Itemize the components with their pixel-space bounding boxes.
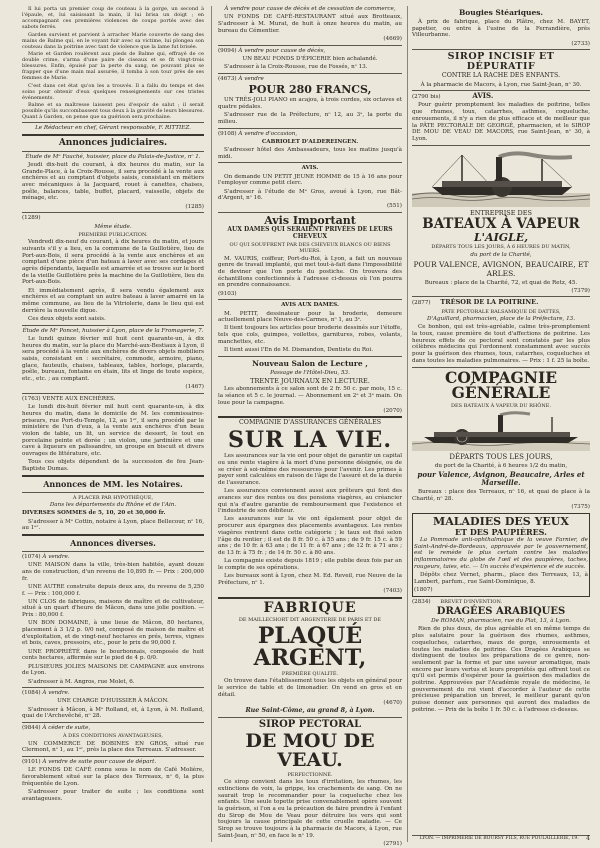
vente-title: VENTE AUX ENCHÈRES.: [42, 396, 116, 402]
notice-subtitle: À vendre: [238, 75, 264, 82]
notice-text: Rien de plus doux, de plus agréable et en même temps de plus salutaire pour la guérison des rhumes, asthmes, coqueluches, catarrhes, maux de gorge, enrouements et toutes les maladies de poitrine. Ces Dragées Arabiques se distinguent de toutes les préparations de ce genre, non-seulement par la forme et par une saveur aromatique, mais encore par leurs vertus et leurs propriétés qui offrent tout ce qu'il est permis d'espérer pour la guérison des maladies de poitrine. Approuvées par l'Académie royale de médecine, le gouvernement du roi vient d'accorder à l'auteur de cette précieuse préparation un brevet, le meilleur garant qu'on puisse donner aux personnes qui auront des maladies de poitrine. — Prix de la boîte 1 fr. 50 c. à l'adresse ci-dessus.: [412, 626, 590, 713]
notice-text: On trouve dans l'établissement tous les objets en général pour le service de table et de limonadier. On vend en gros et en détail.: [218, 678, 402, 698]
notice-subtitle: À vendre.: [42, 690, 70, 697]
notice-text: UN FONDS DE CAFÉ-RESTAURANT situé aux Brotteaux, S'adresser à M. Murat, de huit à onze heures du matin, au bureau du Cémentier.: [218, 14, 402, 34]
notice-number: (2877): [412, 300, 431, 307]
column-rule: [211, 6, 212, 842]
bougies-heading: Bougies Stéariques.: [458, 8, 544, 17]
publication-label: PREMIÈRE PUBLICATION.: [78, 231, 148, 238]
newspaper-page: [22, 6, 590, 848]
dragees-heading: DRAGÉES ARABIQUES: [436, 606, 566, 618]
notice-number: (1763): [22, 396, 41, 402]
notice-number: (7379): [571, 287, 590, 294]
notice-title: CABRIOLET D'ALDEREINGEN.: [261, 138, 359, 145]
article-text: Marie et Garden roulèrent aux pieds de Balme qui, effrayé de ce double crime, s'arma d'une paire de ciseaux et se fit vingt-trois blessures. Enfin, épuisé par la perte du sang, ne pouvant plus se frapper que d'une main mal assurée, il tomba à son tour près de ses femmes de Marie.: [22, 51, 204, 81]
notice-subtitle: À vendre pour cause de décès,: [238, 47, 326, 54]
notice-title: UN BEAU FONDS D'ÉPICERIE bien achalandé.: [242, 55, 378, 62]
notice-text: Bureaux : place de la Charité, 72, et quai de Retz, 45.: [424, 279, 578, 286]
plaque-argent-heading: PLAQUÉ ARGENT,: [253, 622, 367, 671]
steamboat-engraving: [412, 149, 590, 207]
notice-number: (1285): [185, 203, 204, 210]
divider: [218, 162, 402, 163]
notice-text: À la pharmacie de Macors, à Lyon, rue Saint-Jean, nᵒ 30.: [420, 81, 582, 88]
notice-number: (9844): [22, 725, 41, 732]
notice-text: S'adresser à l'étude de Mᵉ Gros, avoué à Lyon, rue Bât-d'Argent, nᵒ 16.: [218, 188, 402, 202]
vente-line: [412, 299, 590, 307]
etude-title: Même étude.: [94, 223, 132, 230]
notice-number: (4670): [383, 699, 402, 706]
imprint-line: [412, 835, 590, 842]
notice-subtitle: Dans les départements du Rhône et de l'Ain.: [49, 502, 177, 509]
avis-important-heading: Avis Important: [264, 214, 356, 228]
notice-number: (9103): [218, 290, 237, 297]
notice-subtitle: À céder de suite,: [42, 725, 91, 732]
notice-text: S'adresser à M. Angros, rue Molet, 6.: [28, 678, 135, 685]
maladies-heading: MALADIES DES YEUX: [433, 514, 569, 528]
notice-number: (1807): [414, 586, 433, 593]
notice-text: S'adresser à Mᵉ Cottin, notaire à Lyon, place Bellecour, nᵒ 16, au 1ᵉʳ.: [22, 518, 204, 532]
paddle-steamer-engraving: [412, 411, 590, 451]
address-line: Rue Saint-Côme, au grand 8, à Lyon.: [245, 707, 375, 715]
destinations: pour Valence, Avignon, Beaucaire, Arles et Marseille.: [417, 469, 585, 488]
notice-text: S'adresser rue de la Préfecture, nᵒ 12, au 3ᵉ, la porte du milieu.: [218, 112, 402, 125]
notice-subtitle: DÉPARTS TOUS LES JOURS, À 6 HEURES DU MATIN,: [431, 244, 571, 251]
notice-text: DIVERSES SOMMES de 5, 10, 20 et 30,000 fr.: [22, 510, 166, 517]
redacteur-line: Le Rédacteur en chef, Gérant responsable, F. RITTIEZ.: [35, 125, 191, 131]
divider: [412, 90, 590, 91]
notice-subtitle: DE MAILLECHORT DIT ARGENTERIE DE PARIS ET DE: [238, 616, 382, 623]
notice-text: M. VAURIS, coiffeur, Port-du-Roi, à Lyon, a fait un nouveau genre de travail implanté, qui met tout-à-fait dans l'impossibilité de deviner que l'on porte du postiche. On trouvera des échantillons confectionnés à l'adresse ci-dessus où l'on pourra en prendre connaissance.: [218, 255, 402, 289]
notice-text: Les assurances sur la vie ont également pour objet de procurer aux épargnes des placements avantageux. Les rentes viagères rentrent dans cette catégorie ; le taux est fixé selon l'âge du rentier ; il est de 8 fr. 50 c. à 55 ans ; de 9 fr. 15 c. à 59 ans ; de 10 fr. à 63 ans ; de 11 fr. à 67 ans ; de 12 fr. à 71 ans ; de 13 fr. à 75 fr. ; de 14 fr. 50 c. à 80 ans.: [218, 516, 402, 556]
notice-text: À prix de fabrique, place du Plâtre, chez M. BAYET, papetier, ou entre à l'usine de la Ferrandière, près Villeurbanne.: [412, 19, 590, 39]
notice-text: Les assurances sur la vie ont pour objet de garantir un capital ou une rente viagère à la mort d'une personne désignée, ou de se créer à soi-même des ressources pour l'avenir. Les primes à payer sont calculées en raison de l'âge de l'assuré et de la durée de l'assurance.: [218, 453, 402, 486]
vente-line: [218, 131, 402, 138]
divider: [22, 134, 204, 136]
column-3: [412, 6, 590, 844]
divider: [22, 475, 204, 477]
lecture-heading: Nouveau Salon de Lecture ,: [252, 358, 368, 368]
notice-title: UNE CHARGE D'HUISSIER À MÂCON.: [57, 698, 169, 705]
column-rule: [407, 6, 408, 842]
notice-text: UN BON DOMAINE, à une lieue de Mâcon, 80 hectares, placement à 3 1/2 p. 0/0 net, composé de maison de maître et d'exploitation, et de vingt-neuf hectares en prés, terres, vignes et bois, caves, pressoirs, etc., pour le prix de 90,000 f.: [22, 620, 204, 647]
notice-title: AVIS AUX DAMES.: [281, 302, 339, 309]
vente-heading: [22, 396, 204, 403]
notice-text: UN COMMERCE DE BOBINES EN GROS, situé rue Clermont, nᵒ 1, au 1ᵉʳ, près la place des Terreaux. S'adresser.: [22, 740, 204, 754]
notice-text: UN CLOS de fabriques, maisons de maître et de cultivateur, situé à un quart d'heure de Mâcon, dans une jolie position. — Prix : 80,000 f.: [22, 598, 204, 619]
notice-text: S'adresser hôtel des Ambassadeurs, tous les matins jusqu'à midi.: [218, 147, 402, 160]
notice-subtitle: À vendre de suite pour cause de départ.: [42, 759, 157, 766]
notice-number: (7375): [571, 504, 590, 511]
notice-number: (551): [386, 203, 402, 210]
notice-number: (2070): [383, 407, 402, 414]
divider: [412, 49, 590, 50]
notice-subtitle: À vendre.: [42, 554, 70, 561]
divider: [218, 299, 402, 300]
article-text: Il lui porta un premier coup de couteau à la gorge, un second à l'épaule, et, lui saisissant la main, il lui brisa un doigt ; en accompagnant ces premières violences de coups portés avec des sabots ferrés.: [22, 6, 204, 30]
notice-text: S'adresser pour traiter de suite ; les conditions sont avantageuses.: [22, 788, 204, 802]
divider: [218, 212, 402, 213]
brevet-label: BREVET D'INVENTION.: [440, 599, 503, 606]
notice-text: UNE AUTRE construite depuis deux ans, du revenu de 5,250 f. — Prix : 100,000 f.: [22, 583, 204, 597]
divider: [22, 393, 204, 394]
divider: [218, 73, 402, 74]
notice-text: Il tient aussi l'En de M. Dismandon, Dentiste du Roi.: [224, 347, 373, 354]
notice-text: Ce bonbon, qui est très-agréable, calme très-promptement la toux, cause première de tout d'affections de poitrine. Les heureux effets de ce pectoral sont constatés par les plus célèbres médecins qui l'ordonnent constamment avec succès pour la guérison des rhumes, toux, catarrhes, coqueluches et dans toutes les maladies pulmonaires. — Prix : 1 f. 25 la boîte.: [412, 324, 590, 364]
notice-text: On demande UN PETIT JEUNE HOMME de 15 à 16 ans pour l'employer comme petit clerc.: [218, 173, 402, 187]
notice-text: PLUSIEURS JOLIES MAISONS DE CAMPAGNE aux environs de Lyon.: [22, 663, 204, 677]
divider: [22, 325, 204, 326]
notice-number: (2790 bis): [412, 94, 441, 101]
notice-text: Tous ces objets dépendent de la succession de feu Jean-Baptiste Dumas.: [22, 459, 204, 473]
notice-text: Pour guérir promptement les maladies de poitrine, telles que rhumes, toux, catarrhes, asthmes, coqueluche, enrouements, il n'y a rien de plus efficace et de meilleur que la PÂTE PECTORALE DE GEORGÉ, pharmacien, et le SIROP DE MOU DE VEAU DE MACORS, rue Saint-Jean, nᵒ 30, à Lyon.: [412, 102, 590, 142]
fabrique-heading: FABRIQUE: [263, 599, 357, 616]
notice-text: Le lundi dix-huit février mil huit cent quarante-un, à dix heures du matin, dans le domicile de M. les commissaires-priseurs, rue Port-du-Temple, 12, au 1ᵉʳ, il sera procédé par le ministère de l'un d'eux, à la vente aux enchères d'un beau violon de table, un lit, un service de dessert, le tout en porcelaine peinte et dorée ; un violon, une jardinière et une cave à liqueurs en palissandre, un groupe en biscuit et divers ouvrages de littérature, etc.: [22, 404, 204, 458]
etude-title: Étude de Mᵉ Fauché, huissier, place du Palais-de-Justice, nᵒ 1.: [25, 153, 201, 160]
notice-text: Il tient toujours les articles pour broderie dessinés sur l'étoffe, tels que cols, guimpes, voilettes, garnitures, robes, volants, manchettes, etc.: [218, 325, 402, 345]
notice-text: Ces deux objets sont saisis.: [28, 315, 106, 322]
divider: [218, 128, 402, 129]
article-text: Balme et sa maîtresse laissent peu d'espoir de salut ; il serait possible qu'ils succombassent tous deux à la gravité de leurs blessures. Quant à Garden, on pense que sa guérison sera prochaine.: [22, 102, 204, 120]
notice-text: Jeudi dix-huit du courant, à dix heures du matin, sur la Grande-Place, à la Croix-Rousse, il sera procédé à la vente aux enchères et au comptant d'objets saisis, consistant en métiers avec mécaniques à la Jacquard, rouet à canettes, chaises, poêle, balances, table, buffet, placard, vaisselle, objets de ménage, etc.: [22, 161, 204, 202]
notice-text: LE FONDS DE CAFÉ connu sous le nom de Café Molière, favorablement situé sur la place des Terreaux, nᵒ 6, la plus fréquentée de Lyon.: [22, 767, 204, 787]
notice-number: (1084): [22, 690, 41, 697]
vente-line: [22, 759, 204, 766]
vente-line: [412, 599, 590, 606]
notice-subtitle: PÂTE PECTORALE BALSAMIQUE DE DATTES,: [441, 308, 561, 315]
paddle-steamer-icon: [412, 411, 590, 451]
sirop-incisif-heading: SIROP INCISIF ET DÉPURATIF: [447, 51, 555, 72]
section-heading-judiciaires: Annonces judiciaires.: [58, 137, 168, 148]
notice-text: Les bureaux sont à Lyon, chez M. Ed. Reveil, rue Neuve de la Préfecture, nᵒ 1.: [218, 573, 402, 586]
notice-number: (4669): [383, 35, 402, 42]
notice-number: (9094): [218, 47, 237, 54]
vente-line: [22, 725, 204, 732]
notice-text: UNE MAISON dans la ville, très-bien habitée, ayant douze ans de construction, d'un revenu de 10,895 fr. — Prix : 200,000 fr.: [22, 562, 204, 582]
vente-line: [218, 76, 402, 83]
notice-subtitle: PERFECTIONNÉ.: [287, 771, 333, 778]
divider: [218, 597, 402, 599]
notice-subtitle: À DES CONDITIONS AVANTAGEUSES,: [62, 733, 164, 740]
steamboat-icon: [412, 149, 590, 207]
article-text: C'est dans cet état qu'on les a trouvés. Il a fallu du temps et des soins pour obtenir d'eux quelques renseignements sur ces tristes événements.: [22, 82, 204, 101]
vente-line: [22, 690, 204, 697]
page-number: 4: [586, 835, 590, 842]
imprimerie-text: LYON. — IMPRIMERIE DE BOURSY FILS, RUE POULAILLERIE, 19.: [419, 836, 579, 841]
notice-text: du port de la Charité, à 6 heures 1/2 du matin,: [434, 462, 568, 469]
notice-text: S'adresser à Mâcon, à Mᵉ Rolland, et, à Lyon, à M. Rolland, quai de l'Archevêché, nᵒ 28.: [22, 706, 204, 720]
notice-subtitle: CONTRE LA RACHE DES ENFANTS.: [441, 72, 561, 80]
mou-de-veau-heading: DE MOU DE VEAU.: [245, 729, 375, 771]
notice-subtitle: À vendre pour cause de décès et de cessation de commerce,: [224, 6, 396, 12]
notice-number: (1467): [185, 384, 204, 391]
bateaux-heading: BATEAUX À VAPEUR: [422, 215, 580, 232]
notice-title: AUX DAMES QUI SERAIENT PRIVÉES DE LEURS CHEVEUX: [227, 226, 393, 240]
notice-subtitle: OU QUI SOUFFRENT PAR DES CHEVEUX BLANCS OU BIENS MUERS.: [229, 242, 391, 255]
notice-number: (7403): [383, 588, 402, 594]
notice-text: Bureaux : place des Terreaux, nᵒ 16, et quai de place à la Charité, nᵒ 28.: [412, 489, 590, 502]
avis-heading: AVIS.: [472, 91, 494, 101]
notice-text: Et immédiatement après, il sera vendu également aux enchères et au comptant un autre bateau à laver amarré en la même commune, au lieu de la Vitriolerie, dans le lieu qui est derrière la nouvelle digue.: [22, 287, 204, 314]
compagnie-generale-heading: COMPAGNIE GÉNÉRALE: [444, 367, 558, 403]
etude-title: Étude de Mᵉ Poncet, huissier à Lyon, place de la Fromagerie, 7.: [22, 327, 204, 334]
notice-title: TRENTE JOURNAUX EN LECTURE.: [250, 376, 370, 385]
divider: [22, 551, 204, 552]
notice-text: La compagnie existe depuis 1819 ; elle publie deux fois par an le compte de ses opérations.: [218, 558, 402, 571]
section-heading-notaires: Annonces de MM. les Notaires.: [43, 478, 183, 489]
divider: [218, 45, 402, 46]
notice-text: La Pommade anti-ophthalmique de la veuve Farnier, de Saint-André-de-Bordeaux, approuvée par le gouvernement, est le remède le plus certain contre les maladies inflammatoires du globe de l'œil et des paupières, taches, rougeurs, taies, etc. — Un succès d'expérience et de succès.: [414, 536, 588, 570]
divider: [22, 122, 204, 123]
divider: [412, 145, 590, 146]
notice-text: UN TRÈS-JOLI PIANO en acajou, à trois cordes, six octaves et quatre pédales.: [218, 97, 402, 111]
notice-number: (1074): [22, 554, 41, 561]
divider: [218, 717, 402, 718]
notice-subtitle: DES BATEAUX À VAPEUR DU RHÔNE.: [451, 402, 551, 409]
notice-subtitle: D'Aguillard, pharmacien, place de la Préfecture, 13.: [426, 316, 576, 323]
notice-text: S'adresser à la Croix-Rousse, rue de Fossés, nᵒ 13.: [224, 63, 368, 70]
notice-text: Les abonnements à ce salon sont de 2 fr. 50 c. par mois, 15 c. la séance et 5 c. le journal. — Abonnement en 2ᵉ et 3ᵉ main. On loue pour la campagne.: [218, 386, 402, 406]
departs-heading: DÉPARTS TOUS LES JOURS,: [449, 452, 553, 461]
price-heading: POUR 280 FRANCS,: [248, 83, 372, 97]
notice-number: (4673): [218, 75, 237, 82]
notice-number: (2791): [383, 841, 402, 848]
notice-text: Ce sirop convient dans les toux d'irritation, les rhumes, les extinctions de voix, la grippe, les crachements de sang. On ne saurait trop le recommander pour la coqueluche chez les enfants. Une seule topette prise convenablement opère souvent la guérison, si l'on a eu la précaution de faire prendre à l'enfant du Sirop de Mou de Veau pour détruire les vers qui sont toujours la cause principale de cette cruelle maladie. — Ce Sirop se trouve toujours à la pharmacie de Macors, à Lyon, rue Saint-Jean, nᵒ 50, en face le nᵒ 19.: [218, 779, 402, 839]
notice-subtitle: Passage de l'Hôtel-Dieu, 53.: [270, 369, 350, 376]
divider: [22, 687, 204, 688]
maladies-box: [412, 513, 590, 597]
notice-text: Dépôts chez Vernet, pharm., place des Terreaux, 13, à Lambert, parfum., rue Saint-Dominique, 8.: [414, 571, 588, 585]
paupieres-heading: ET DES PAUPIÈRES.: [455, 526, 547, 537]
notice-subtitle: De ROMAN, pharmacien, rue du Plat, 13, à Lyon.: [431, 618, 571, 625]
notice-number: (2834): [412, 599, 431, 606]
vente-line: [218, 48, 402, 55]
notice-text: Le lundi quinze février mil huit cent quarante-un, à dix heures du matin, sur la place du Marché-aux-Bestiaux à Lyon, il sera procédé à la vente aux enchères de divers objets mobiliers saisis, consistant en : secrétaire, commode, armoire, piano, glace, fauteuils, chaises, tableaux, tables, horloge, placards, poêle, bureaux, fontaine en étain, lits et linge de toute espèce, etc., etc. ; au comptant.: [22, 335, 204, 383]
notice-subtitle: À vendre d'occasion,: [238, 130, 298, 137]
compagnie-title: COMPAGNIE D'ASSURANCES GÉNÉRALES: [238, 419, 382, 427]
aigle-heading: L'AIGLE,: [473, 231, 529, 245]
notice-text: UNE PROPRIÉTÉ dans le bourbonnais, composée de huit cents hectares, affermée sur le pied de 4 p. 0/0.: [22, 648, 204, 662]
notice-number: (9101): [22, 759, 41, 766]
column-2: [218, 6, 402, 848]
entreprise-title: ENTREPRISE DES: [470, 208, 532, 217]
divider: [218, 356, 402, 357]
divider: [22, 756, 204, 757]
divider: [22, 722, 204, 723]
tresor-heading: TRÉSOR DE LA POITRINE.: [440, 298, 539, 307]
column-1: [22, 6, 204, 844]
notice-subtitle: PREMIÈRE QUALITÉ.: [281, 670, 339, 677]
sur-la-vie-heading: SUR LA VIE.: [227, 427, 392, 454]
notice-text: Vendredi dix-neuf du courant, à dix heures du matin, et jours suivants s'il y a lieu, en la commune de la Guillotière, lieu de Port-aux-Bois, il sera procédé à la vente aux enchères et au comptant d'une pièce d'un bateau à laver avec ses cordages et agrès dépendants, laquelle est amarrée et se trouve sur le bord de la vieille Guillotière près la machine de la Guillotière, lieu du Port-aux-Bois.: [22, 239, 204, 286]
notice-subtitle: du port de la Charité,: [470, 251, 532, 258]
notice-number: (2733): [571, 40, 590, 47]
vente-line: [22, 554, 204, 561]
divider: [22, 151, 204, 152]
notice-text: M. PETIT, dessinateur pour la broderie, demeure actuellement place Neuve-des-Carmes, nᵒ 1, au 3ᵉ.: [218, 310, 402, 324]
sirop-heading: SIROP PECTORAL: [258, 718, 362, 730]
divider: [22, 212, 204, 213]
notice-number: (9108): [218, 130, 237, 137]
destinations: POUR VALENCE, AVIGNON, BEAUCAIRE, ET ARLES.: [413, 260, 589, 279]
notice-number: (1289): [22, 215, 41, 222]
divider: [22, 534, 204, 536]
notice-text: Les assurances conviennent aussi aux prêteurs qui font des avances sur des rentes ou des pensions viagères, au créancier qui n'a d'autre garantie de remboursement que l'existence et l'industrie de son débiteur.: [218, 488, 402, 515]
article-text: Garden survient et parvient à arracher Marie couverte de sang des mains de Balme qui, en le voyant fuir avec sa victime, lui plongea son couteau dans la poitrine avec tant de violence que la lame fut brisée.: [22, 31, 204, 50]
notice-title: AVIS.: [301, 165, 319, 172]
section-heading-diverses: Annonces diverses.: [70, 538, 156, 549]
divider: [22, 492, 204, 493]
notice-subtitle: À PLACER PAR HYPOTHÈQUE,: [72, 494, 154, 501]
vente-line: [412, 93, 590, 101]
